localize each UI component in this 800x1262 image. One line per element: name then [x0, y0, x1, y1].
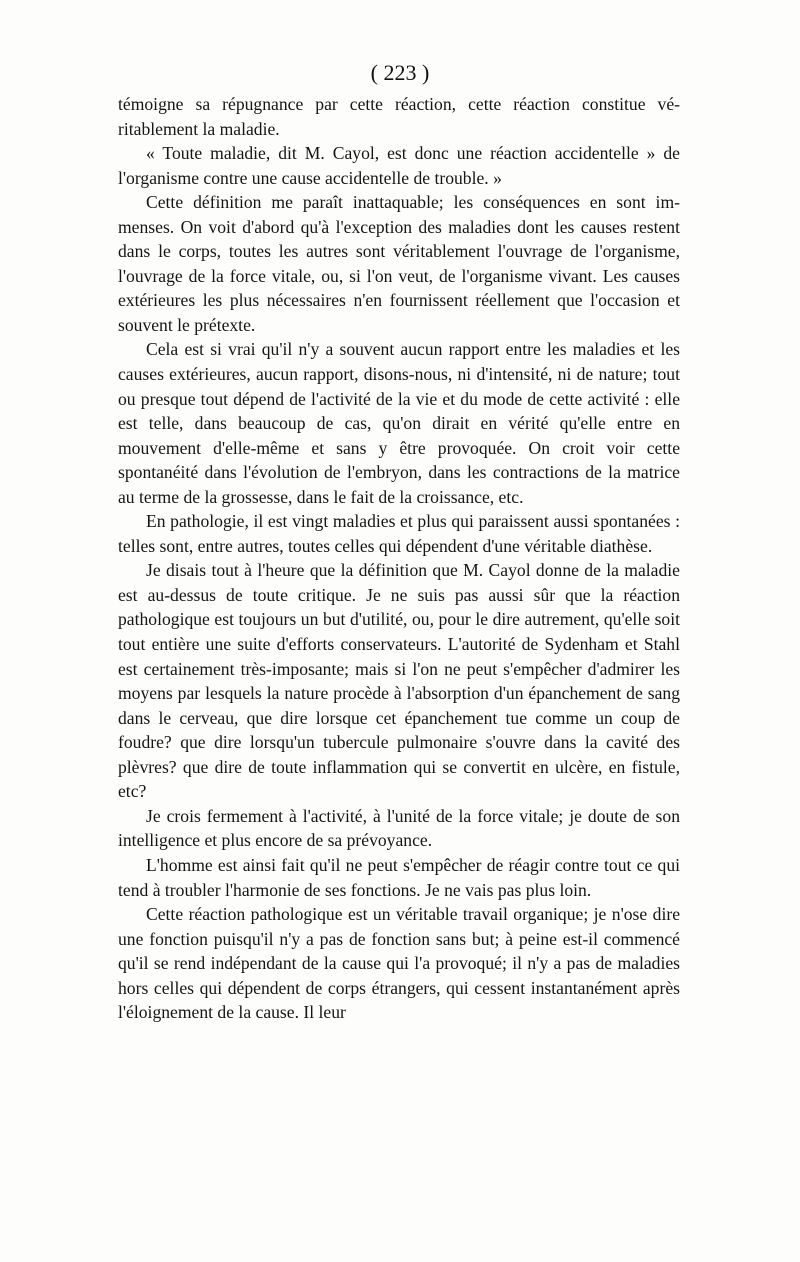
body-text — [118, 92, 680, 1025]
paragraph: L'homme est ainsi fait qu'il ne peut s'empêcher de réagir contre tout ce qui tend à troubler l'harmonie de ses fonctions. Je ne vais pas plus loin. — [118, 854, 680, 900]
paragraph: Cette réaction pathologique est un véritable travail organique; je n'ose dire une fonction puisqu'il n'y a pas de fonction sans but; à peine est-il commencé qu'il se rend indépendant de la cause qui l'a provoqué; il n'y a pas de maladies hors celles qui dépendent de corps étrangers, qui cessent instantanément après l'éloignement de la cause. Il leur — [118, 904, 680, 1023]
paragraph: Je crois fermement à l'activité, à l'unité de la force vitale; je doute de son intelligence et plus encore de sa prévoyance. — [118, 805, 680, 851]
page-number: ( 223 ) — [370, 60, 430, 85]
paragraph: En pathologie, il est vingt maladies et plus qui paraissent aussi spontanées : telles sont, entre autres, toutes celles qui dépendent d'une véritable diathèse. — [118, 511, 680, 556]
paragraph: Cette définition me paraît inattaquable; les conséquences en sont immenses. On voit d'abord qu'à l'exception des maladies dont les causes restent dans le corps, toutes les autres sont véritablement l'ouvrage de l'organisme, l'ouvrage de la force vitale, ou, si l'on veut, de l'organisme vivant. Les causes extérieures les plus nécessaires n'en fournissent réellement que l'occasion et souvent le prétexte. — [118, 192, 680, 335]
paragraph: Je disais tout à l'heure que la définition que M. Cayol donne de la maladie est au-dessus de toute critique. Je ne suis pas aussi sûr que la réaction pathologique est toujours un but d'utilité, ou, pour le dire autrement, qu'elle soit tout entière une suite d'efforts conservateurs. L'autorité de Sydenham et Stahl est certainement très-imposante; mais si l'on ne peut s'empêcher d'admirer les moyens par lesquels la nature procède à l'absorption d'un épanchement de sang dans le cerveau, que dire lorsque cet épanchement tue comme un coup de foudre? que dire lorsqu'un tubercule pulmonaire s'ouvre dans la cavité des plèvres? que dire de toute inflammation qui se convertit en ulcère, en fistule, etc? — [118, 560, 680, 802]
paragraph: « Toute maladie, dit M. Cayol, est donc une réaction accidentelle » de l'organisme contre une cause accidentelle de trouble. » — [118, 143, 680, 188]
paragraph: Cela est si vrai qu'il n'y a souvent aucun rapport entre les maladies et les causes extérieures, aucun rapport, disons-nous, ni d'intensité, ni de nature; tout ou presque tout dépend de l'activité de la vie et du mode de cette activité : elle est telle, dans beaucoup de cas, qu'on dirait en vérité qu'elle entre en mouvement d'elle-même et sans y être provoquée. On croit voir cette spontanéité dans l'évolution de l'embryon, dans les contractions de la matrice au terme de la grossesse, dans le fait de la croissance, etc. — [118, 339, 680, 507]
paragraph: témoigne sa répugnance par cette réaction, cette réaction constitue véritablement la maladie. — [118, 94, 680, 139]
